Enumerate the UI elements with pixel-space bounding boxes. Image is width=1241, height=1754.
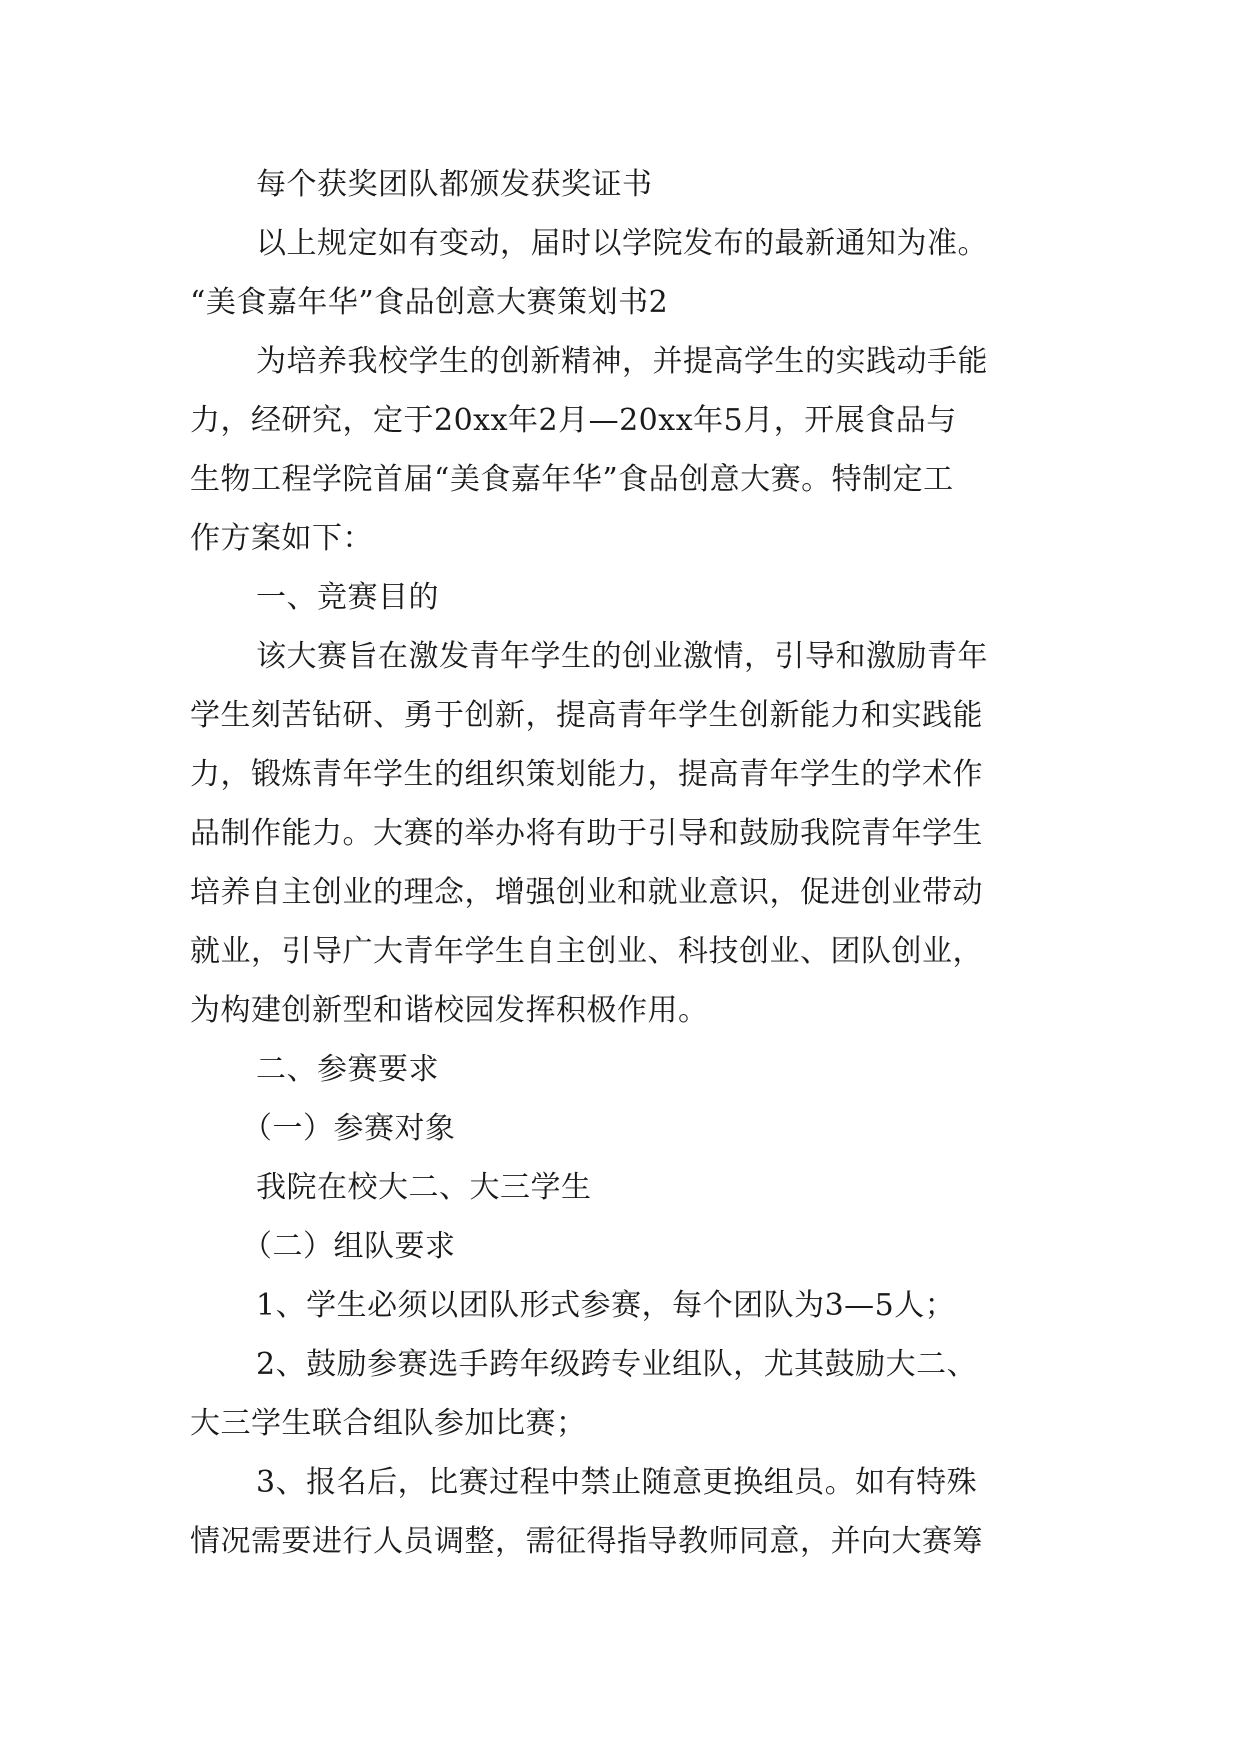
text-line: 力，经研究，定于20xx年2月—20xx年5月，开展食品与 (190, 403, 957, 438)
section-heading: 二、参赛要求 (256, 1052, 439, 1087)
text-line: 学生刻苦钻研、勇于创新，提高青年学生创新能力和实践能 (190, 698, 983, 733)
text-line: 大三学生联合组队参加比赛； (190, 1406, 587, 1441)
text-line: 该大赛旨在激发青年学生的创业激情，引导和激励青年 (256, 639, 988, 674)
list-item: 2、鼓励参赛选手跨年级跨专业组队，尤其鼓励大二、 (256, 1347, 978, 1382)
subsection-heading: （一）参赛对象 (242, 1111, 456, 1146)
text-line: 作方案如下： (190, 521, 373, 556)
text-line: 情况需要进行人员调整，需征得指导教师同意，并向大赛筹 (190, 1524, 983, 1559)
text-line: 我院在校大二、大三学生 (256, 1170, 592, 1205)
text-line: 培养自主创业的理念，增强创业和就业意识，促进创业带动 (190, 875, 983, 910)
text-line: 以上规定如有变动，届时以学院发布的最新通知为准。 (256, 226, 988, 261)
list-item: 1、学生必须以团队形式参赛，每个团队为3—5人； (256, 1288, 956, 1323)
text-line: 就业，引导广大青年学生自主创业、科技创业、团队创业， (190, 934, 983, 969)
text-line: 力，锻炼青年学生的组织策划能力，提高青年学生的学术作 (190, 757, 983, 792)
subsection-heading: （二）组队要求 (242, 1229, 456, 1264)
list-item: 3、报名后，比赛过程中禁止随意更换组员。如有特殊 (256, 1465, 978, 1500)
text-line: 为构建创新型和谐校园发挥积极作用。 (190, 993, 709, 1028)
text-line: 每个获奖团队都颁发获奖证书 (256, 167, 653, 202)
section-heading: “美食嘉年华”食品创意大赛策划书2 (190, 285, 669, 320)
document-body (190, 155, 1070, 1571)
text-line: 生物工程学院首届“美食嘉年华”食品创意大赛。特制定工 (190, 462, 954, 497)
section-heading: 一、竞赛目的 (256, 580, 439, 615)
text-line: 为培养我校学生的创新精神，并提高学生的实践动手能 (256, 344, 988, 379)
text-line: 品制作能力。大赛的举办将有助于引导和鼓励我院青年学生 (190, 816, 983, 851)
